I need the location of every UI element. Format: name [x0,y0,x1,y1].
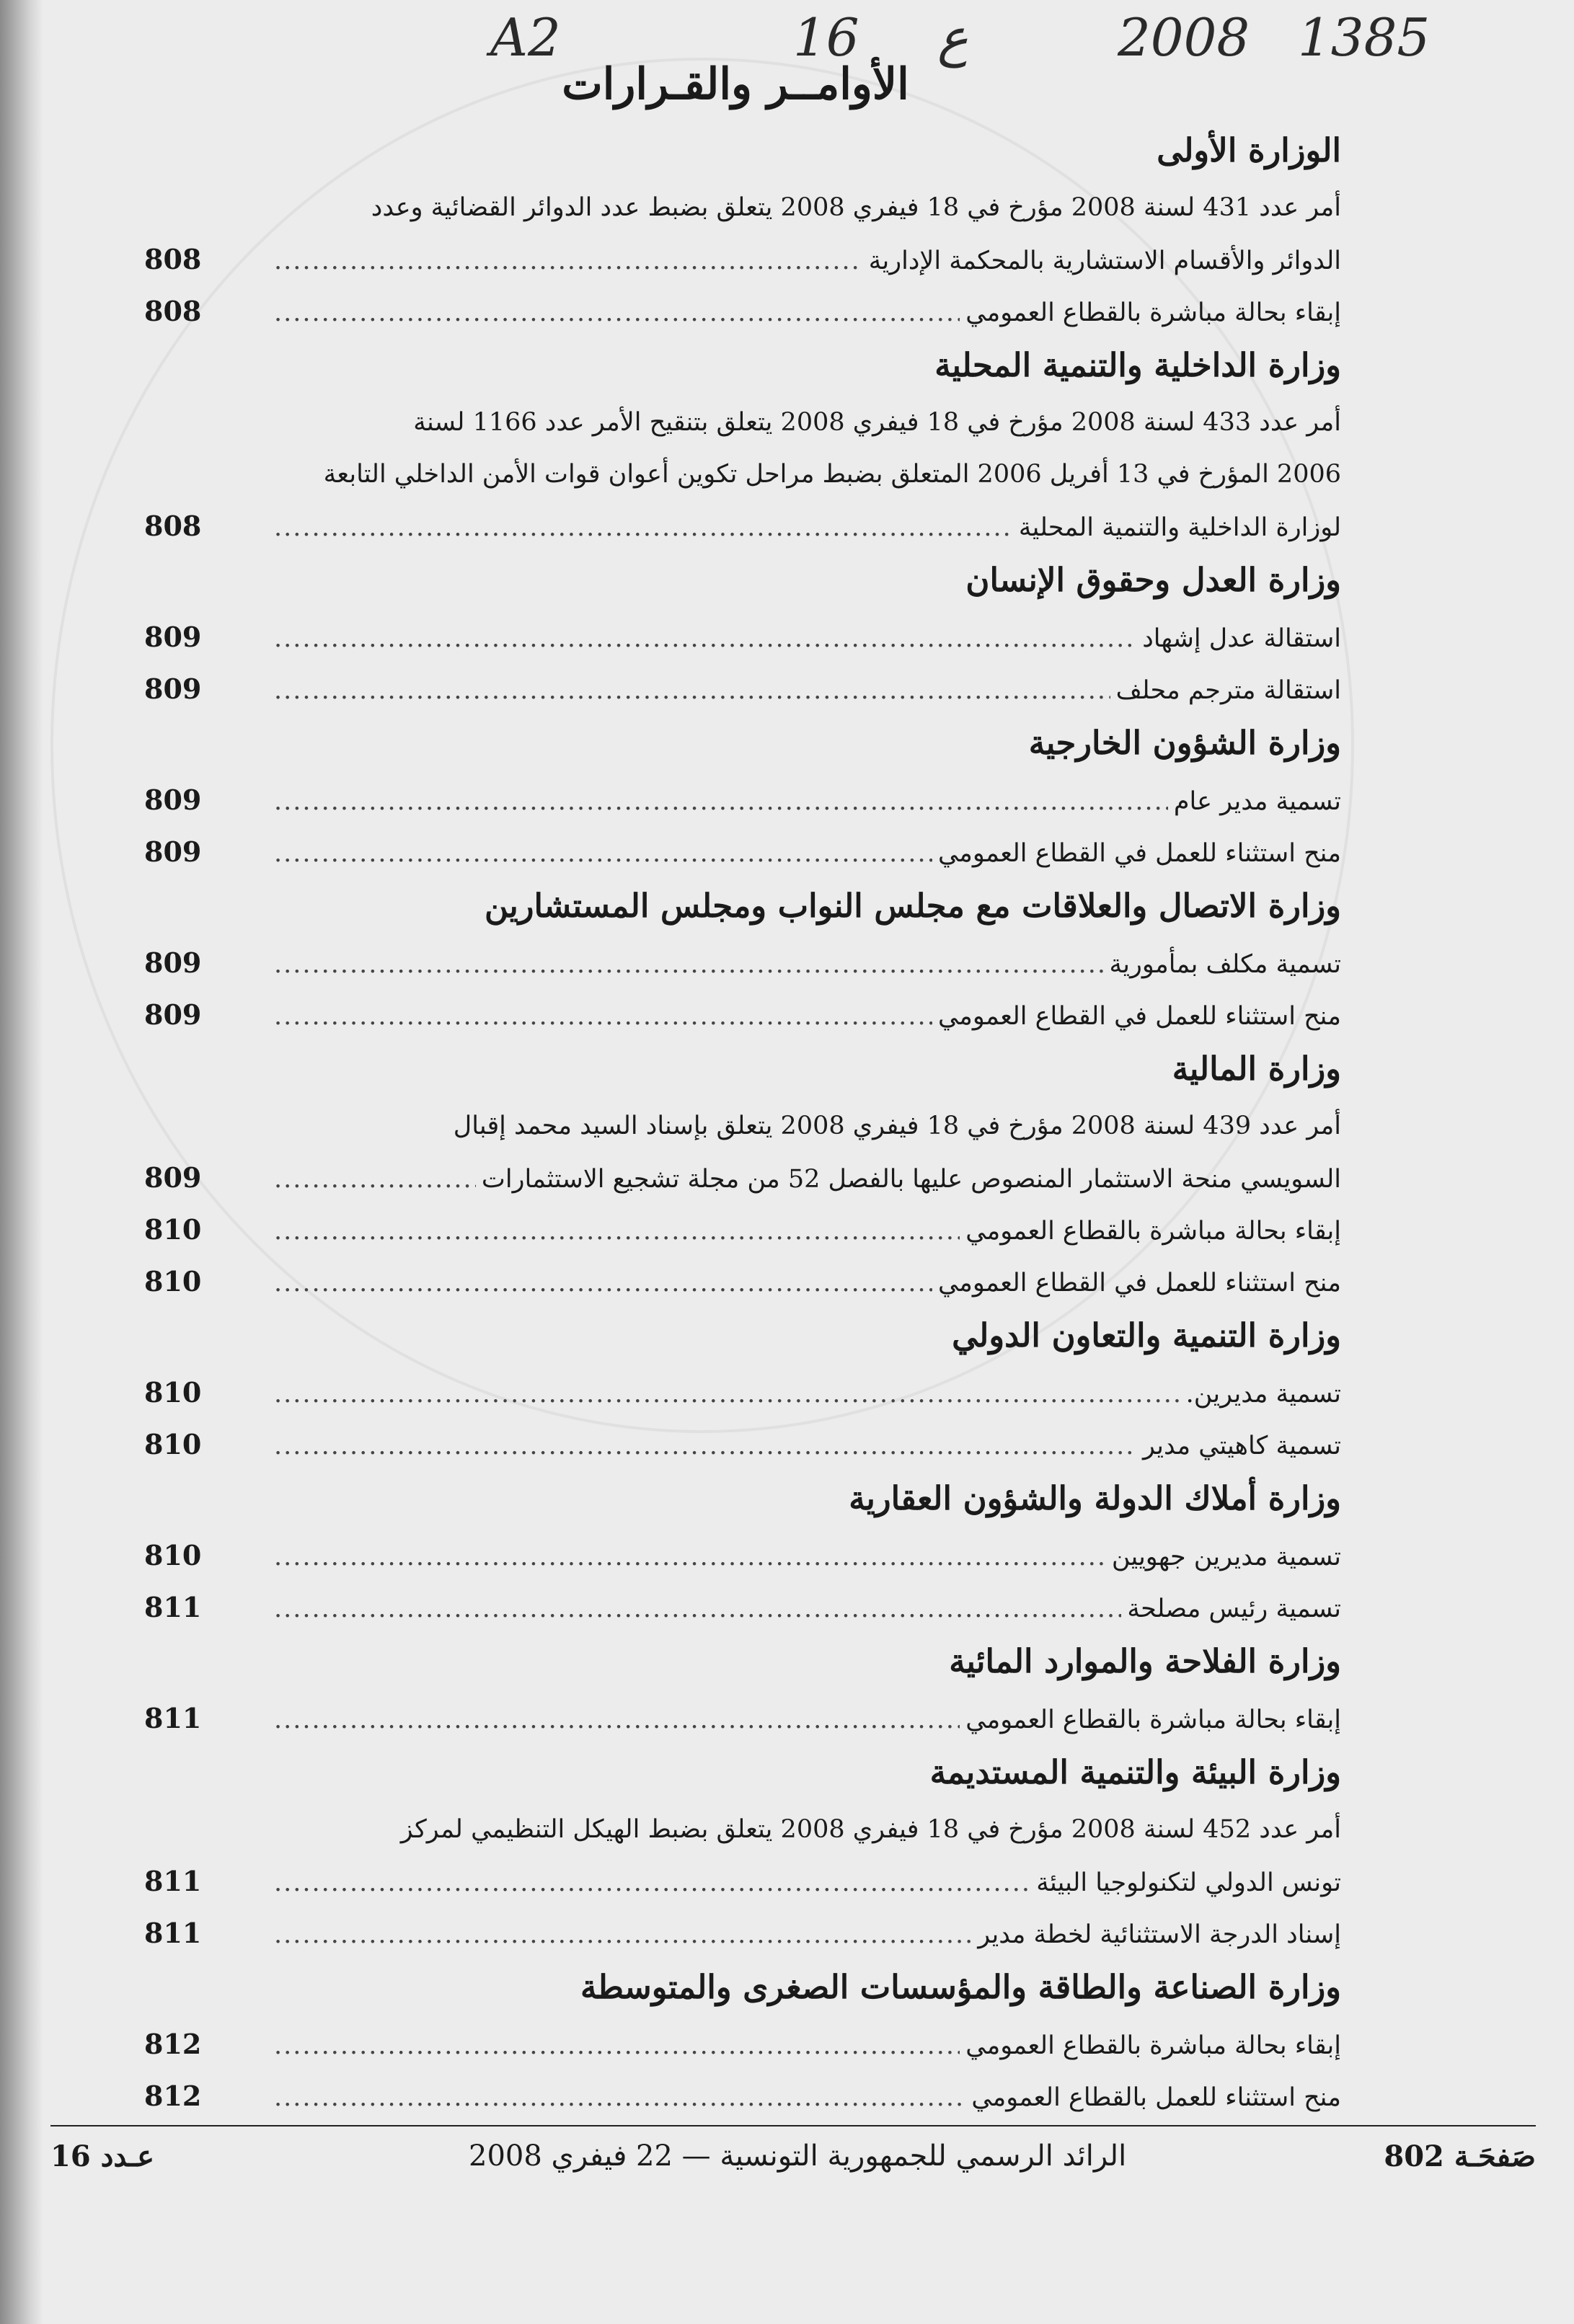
entry-text: أمر عدد 431 لسنة 2008 مؤرخ في 18 فيفري 2008 يتعلق بضبط عدد الدوائر القضائية وعدد [371,193,1341,222]
page-shadow [0,0,43,2324]
toc-entry[interactable] [144,663,1341,715]
page-footer [50,2139,1536,2183]
dot-leader [274,235,863,287]
publication-line: الرائد الرسمي للجمهورية التونسية — 22 فيفري 2008 [469,2139,1127,2173]
entry-title: تسمية رئيس مصلحة [1127,1595,1341,1623]
ministry-heading: وزارة أملاك الدولة والشؤون العقارية [849,1479,1341,1517]
handwritten-note: 2008 [1118,7,1250,68]
dot-leader [274,1857,1030,1909]
dot-leader [274,2072,965,2124]
entry-page-number: 810 [144,1539,202,1571]
toc-entry[interactable] [144,1530,1341,1582]
handwritten-note: A2 [490,7,561,68]
toc-entry[interactable] [144,2070,1341,2122]
entry-text: أمر عدد 452 لسنة 2008 مؤرخ في 18 فيفري 2008 يتعلق بضبط الهيكل التنظيمي لمركز [400,1815,1341,1844]
dot-leader [274,502,1013,554]
dot-leader [274,665,1110,717]
toc-entry[interactable] [144,937,1341,989]
entry-page-number: 810 [144,1376,202,1409]
toc-entry[interactable] [144,1204,1341,1256]
handwritten-note: ع [937,7,968,68]
ministry-heading: وزارة الشؤون الخارجية [1028,724,1341,762]
dot-leader [274,776,1168,828]
entry-page-number: 809 [144,998,202,1031]
entry-text: 2006 المؤرخ في 13 أفريل 2006 المتعلق بضبط مراحل تكوين أعوان قوات الأمن الداخلي التابعة [323,460,1341,489]
entry-title: تسمية كاهيتي مدير [1142,1432,1341,1460]
toc-entry[interactable] [144,1367,1341,1419]
dot-leader [274,828,932,879]
toc-entry[interactable] [144,826,1341,878]
toc-entry[interactable] [144,989,1341,1041]
ministry-heading: وزارة البيئة والتنمية المستديمة [929,1753,1341,1791]
toc-entry[interactable] [144,500,1341,552]
dot-leader [274,939,1103,990]
entry-title: إبقاء بحالة مباشرة بالقطاع العمومي [965,1217,1341,1246]
dot-leader [274,1257,932,1309]
page-number: صَفحَـة 802 [1384,2139,1536,2173]
ministry-heading: الوزارة الأولى [1157,131,1341,169]
toc-entry[interactable] [144,1582,1341,1633]
ministry-heading: وزارة المالية [1172,1050,1341,1088]
entry-page-number: 810 [144,1213,202,1246]
dot-leader [274,1153,476,1205]
entry-page-number: 809 [144,835,202,868]
entry-title: إبقاء بحالة مباشرة بالقطاع العمومي [965,1706,1341,1734]
toc-entry[interactable] [144,1907,1341,1959]
dot-leader [274,2020,960,2072]
entry-page-number: 808 [144,510,202,542]
entry-title: إبقاء بحالة مباشرة بالقطاع العمومي [965,2031,1341,2060]
entry-title: السويسي منحة الاستثمار المنصوص عليها بالفصل 52 من مجلة تشجيع الاستثمارات [481,1165,1341,1194]
entry-page-number: 809 [144,784,202,816]
entry-title: منح استثناء للعمل في القطاع العمومي [937,1269,1341,1298]
dot-leader [274,1205,960,1257]
entry-page-number: 809 [144,1161,202,1194]
entry-text: أمر عدد 439 لسنة 2008 مؤرخ في 18 فيفري 2008 يتعلق بإسناد السيد محمد إقبال [453,1112,1341,1140]
ministry-heading: وزارة العدل وحقوق الإنسان [965,561,1341,599]
ministry-heading: وزارة الصناعة والطاقة والمؤسسات الصغرى والمتوسطة [580,1968,1341,2006]
toc-entry[interactable] [144,774,1341,826]
entry-page-number: 811 [144,1702,202,1734]
entry-title: تسمية مديرين جهويين [1111,1543,1341,1571]
handwritten-note: 1385 [1298,7,1431,68]
entry-title: إبقاء بحالة مباشرة بالقطاع العمومي [965,298,1341,327]
entry-title: منح استثناء للعمل بالقطاع العمومي [971,2083,1341,2112]
dot-leader [274,1420,1137,1472]
page-title: الأوامــر والقـرارات [562,59,909,110]
entry-page-number: 810 [144,1428,202,1460]
toc-entry[interactable] [144,1419,1341,1471]
entry-page-number: 809 [144,621,202,653]
entry-page-number: 809 [144,946,202,979]
footer-divider [50,2125,1536,2126]
entry-title: منح استثناء للعمل في القطاع العمومي [937,1002,1341,1031]
entry-title: تسمية مدير عام [1173,787,1341,816]
entry-title: استقالة عدل إشهاد [1142,624,1341,653]
table-of-contents [144,123,1341,2122]
handwritten-note: 16 [793,7,859,68]
ministry-heading: وزارة التنمية والتعاون الدولي [952,1316,1341,1354]
ministry-heading: وزارة الفلاحة والموارد المائية [949,1642,1341,1680]
ministry-heading: وزارة الاتصال والعلاقات مع مجلس النواب ومجلس المستشارين [485,887,1341,925]
dot-leader [274,1531,1106,1583]
entry-page-number: 811 [144,1591,202,1623]
toc-entry[interactable] [144,234,1341,285]
toc-entry[interactable] [144,1855,1341,1907]
entry-title: لوزارة الداخلية والتنمية المحلية [1018,513,1341,542]
dot-leader [274,1694,960,1746]
toc-entry[interactable] [144,1693,1341,1744]
entry-page-number: 811 [144,1865,202,1897]
dot-leader [274,287,960,339]
entry-page-number: 810 [144,1265,202,1298]
dot-leader [274,1909,972,1961]
entry-title: إسناد الدرجة الاستثنائية لخطة مدير [978,1920,1341,1949]
entry-page-number: 812 [144,2028,202,2060]
entry-page-number: 811 [144,1917,202,1949]
entry-page-number: 808 [144,295,202,327]
dot-leader [274,1368,1180,1420]
entry-title: تونس الدولي لتكنولوجيا البيئة [1036,1868,1341,1897]
dot-leader [274,613,1136,665]
toc-entry[interactable] [144,1256,1341,1308]
entry-page-number: 809 [144,673,202,705]
toc-entry[interactable] [144,2018,1341,2070]
toc-entry[interactable] [144,285,1341,337]
entry-title: استقالة مترجم محلف [1115,676,1341,705]
entry-title: منح استثناء للعمل في القطاع العمومي [937,839,1341,868]
issue-number: عـدد 16 [50,2139,154,2173]
entry-page-number: 808 [144,243,202,275]
toc-entry[interactable] [144,1152,1341,1204]
dot-leader [274,1583,1121,1635]
dot-leader [274,990,932,1042]
ministry-heading: وزارة الداخلية والتنمية المحلية [934,346,1341,384]
entry-page-number: 812 [144,2080,202,2112]
entry-title: تسمية مديرين. [1185,1380,1341,1409]
entry-title: الدوائر والأقسام الاستشارية بالمحكمة الإدارية [868,247,1341,275]
toc-entry[interactable] [144,611,1341,663]
entry-text: أمر عدد 433 لسنة 2008 مؤرخ في 18 فيفري 2008 يتعلق بتنقيح الأمر عدد 1166 لسنة [413,408,1341,437]
entry-title: تسمية مكلف بمأمورية [1109,950,1341,979]
